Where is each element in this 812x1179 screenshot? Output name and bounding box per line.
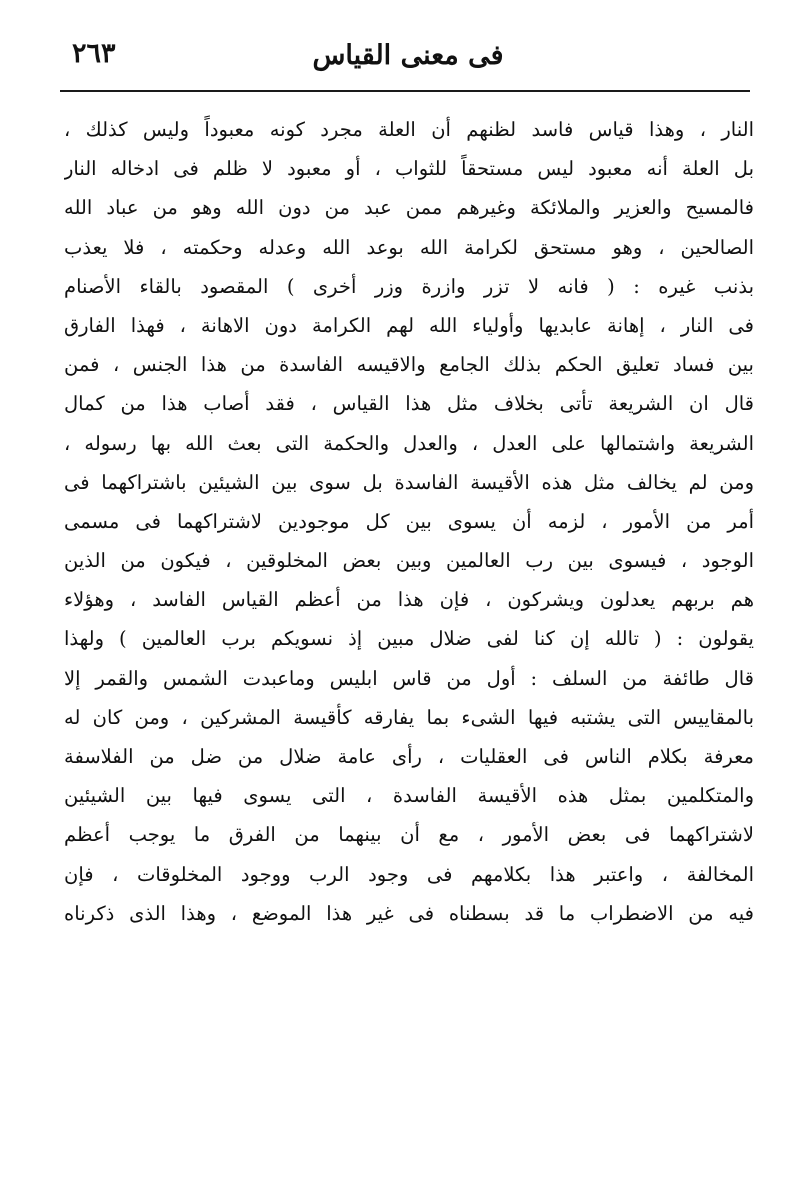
text-line: فالمسيح والعزير والملائكة وغيرهم ممن عبد من دون الله وهو من عباد الله: [64, 196, 754, 220]
text-line: النار ، وهذا قياس فاسد لظنهم أن العلة مجرد كونه معبوداً وليس كذلك ،: [64, 118, 754, 141]
running-title: فى معنى القياس: [312, 40, 504, 71]
text-line: أمر من الأمور ، لزمه أن يسوى بين كل موجودين لاشتراكهما فى مسمى: [64, 509, 754, 533]
text-line: فيه من الاضطراب ما قد بسطناه فى غير هذا الموضع ، وهذا الذى ذكرناه: [64, 901, 754, 925]
text-line: الصالحين ، وهو مستحق لكرامة الله بوعد الله وعدله وحكمته ، فلا يعذب: [64, 235, 754, 259]
text-line: فى النار ، إهانة عابديها وأولياء الله لهم الكرامة دون الاهانة ، فهذا الفارق: [64, 313, 754, 337]
page-header: [62, 36, 754, 84]
text-line: بل العلة أنه معبود ليس مستحقاً للثواب ، أو معبود لا ظلم فى ادخاله النار: [64, 157, 754, 181]
text-line: هم بربهم يعدلون ويشركون ، فإن هذا من أعظم القياس الفاسد ، وهؤلاء: [64, 588, 754, 612]
text-line: بين فساد تعليق الحكم بذلك الجامع والاقيسه الفاسدة من هذا الجنس ، فمن: [64, 353, 754, 377]
text-line: والمتكلمين بمثل هذه الأقيسة الفاسدة ، التى يسوى فيها بين الشيئين: [64, 784, 754, 808]
text-line: المخالفة ، واعتبر هذا بكلامهم فى وجود الرب ووجود المخلوقات ، فإن: [64, 862, 754, 886]
text-line: بذنب غيره : ( فانه لا تزر وازرة وزر أخرى ) المقصود بالقاء الأصنام: [64, 274, 754, 298]
body-text: [64, 110, 754, 933]
text-line: لاشتراكهما فى بعض الأمور ، مع أن بينهما من الفرق ما يوجب أعظم: [64, 823, 754, 847]
header-rule: [60, 90, 750, 92]
text-line: قال طائفة من السلف : أول من قاس ابليس وماعبدت الشمس والقمر إلا: [64, 666, 754, 690]
text-line: الوجود ، فيسوى بين رب العالمين وبين بعض المخلوقين ، فيكون من الذين: [64, 549, 754, 573]
text-line: قال ان الشريعة تأتى بخلاف مثل هذا القياس ، فقد أصاب هذا من كمال: [64, 392, 754, 416]
text-line: يقولون : ( تالله إن كنا لفى ضلال مبين إذ نسويكم برب العالمين ) ولهذا: [64, 627, 754, 651]
text-line: الشريعة واشتمالها على العدل ، والعدل والحكمة التى بعث الله بها رسوله ،: [64, 431, 754, 455]
text-line: ومن لم يخالف مثل هذه الأقيسة الفاسدة بل سوى بين الشيئين باشتراكهما فى: [64, 470, 754, 494]
text-line: بالمقاييس التى يشتبه فيها الشىء بما يفارقه كأقيسة المشركين ، ومن كان له: [64, 705, 754, 729]
page-number: ٢٦٣: [72, 38, 116, 69]
text-line: معرفة بكلام الناس فى العقليات ، رأى عامة ضلال من ضل من الفلاسفة: [64, 745, 754, 768]
